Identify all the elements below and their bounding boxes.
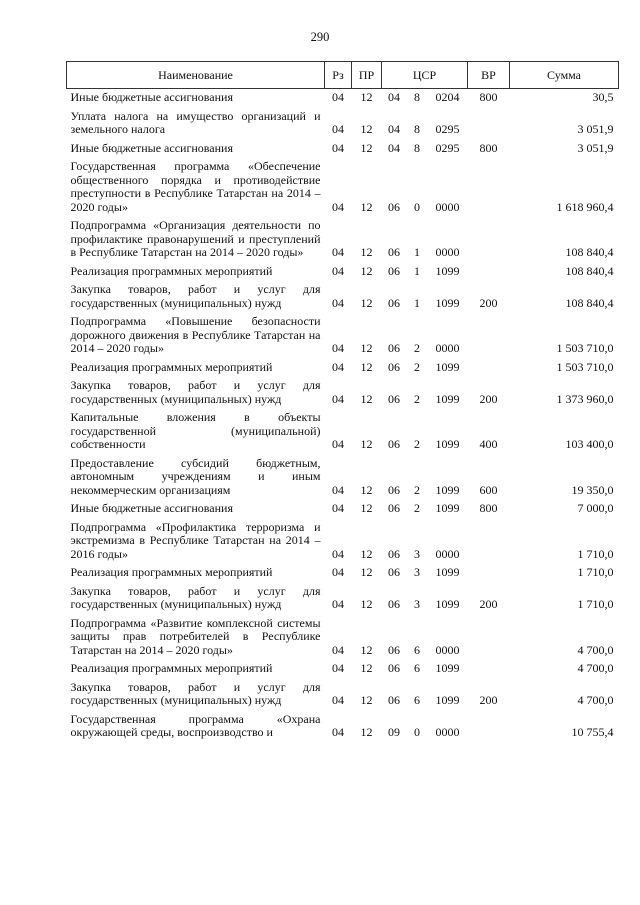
- cell-pr: 12: [360, 482, 373, 497]
- cell-csr-3: 1099: [435, 693, 460, 707]
- cell-rz: 04: [332, 693, 344, 707]
- cell-csr-2: 6: [414, 661, 420, 675]
- cell-pr: 12: [360, 437, 373, 451]
- cell-csr-1: 06: [388, 245, 400, 259]
- cell-csr-3: 1099: [435, 482, 460, 497]
- cell-csr-2: 1: [414, 245, 420, 259]
- cell-sum: 30,5: [592, 90, 614, 104]
- table-body: [67, 89, 619, 743]
- cell-rz: 04: [332, 295, 344, 310]
- cell-csr-3: 0000: [435, 642, 460, 657]
- cell-vr: 400: [479, 437, 498, 451]
- cell-vr: 200: [479, 597, 498, 611]
- cell-vr: 200: [479, 295, 498, 310]
- cell-pr: 12: [360, 199, 373, 214]
- table-row: [67, 89, 619, 108]
- cell-pr: 12: [360, 122, 373, 136]
- cell-csr-3: 0295: [435, 122, 460, 136]
- cell-csr-1: 04: [388, 90, 400, 104]
- cell-vr: [468, 660, 510, 679]
- header-rz: Рз: [325, 62, 352, 89]
- cell-rz: 04: [332, 661, 344, 675]
- cell-name: Государственная программа «Охрана окружающей среды, воспроизводство и: [70, 711, 321, 739]
- cell-csr-1: 06: [388, 391, 400, 406]
- cell-vr: [468, 711, 510, 743]
- cell-csr-3: 1099: [435, 437, 460, 451]
- header-sum: Сумма: [510, 62, 619, 89]
- cell-name: Иные бюджетные ассигнования: [70, 90, 233, 104]
- cell-csr-1: 06: [388, 597, 400, 611]
- cell-rz: 04: [332, 725, 344, 739]
- cell-name: Закупка товаров, работ и услуг для государственных (муниципальных) нужд: [70, 679, 321, 707]
- table-header: [67, 62, 619, 89]
- cell-sum: 1 503 710,0: [556, 341, 614, 355]
- cell-name: Реализация программных мероприятий: [70, 661, 273, 675]
- cell-rz: 04: [332, 122, 344, 136]
- header-name: Наименование: [67, 62, 325, 89]
- cell-rz: 04: [332, 245, 344, 259]
- cell-csr-1: 09: [388, 725, 400, 739]
- cell-csr-3: 1099: [435, 263, 460, 278]
- cell-csr-2: 3: [414, 565, 420, 579]
- cell-csr-3: 1099: [435, 597, 460, 611]
- cell-csr-2: 3: [414, 597, 420, 611]
- cell-csr-1: 06: [388, 501, 400, 515]
- cell-csr-3: 0295: [435, 140, 460, 155]
- cell-csr-2: 2: [414, 391, 420, 406]
- cell-csr-2: 2: [414, 359, 420, 374]
- cell-name: Иные бюджетные ассигнования: [70, 501, 233, 515]
- cell-name: Подпрограмма «Профилактика терроризма и экстремизма в Республике Татарстан на 2014 – 2016 годы»: [70, 519, 321, 561]
- cell-csr-3: 1099: [435, 565, 460, 579]
- table-row: [67, 108, 619, 140]
- cell-sum: 108 840,4: [565, 263, 614, 278]
- cell-name: Капитальные вложения в объекты государственной (муниципальной) собственности: [70, 410, 321, 451]
- cell-csr-1: 06: [388, 546, 400, 561]
- cell-sum: 1 710,0: [577, 565, 614, 579]
- table-row: [67, 564, 619, 583]
- cell-csr-3: 1099: [435, 295, 460, 310]
- cell-pr: 12: [360, 90, 373, 104]
- cell-csr-2: 6: [414, 693, 420, 707]
- cell-csr-1: 06: [388, 661, 400, 675]
- cell-pr: 12: [360, 501, 373, 515]
- cell-name: Закупка товаров, работ и услуг для государственных (муниципальных) нужд: [70, 583, 321, 611]
- header-pr: ПР: [352, 62, 382, 89]
- cell-sum: 1 710,0: [577, 546, 614, 561]
- cell-pr: 12: [360, 263, 373, 278]
- cell-pr: 12: [360, 642, 373, 657]
- cell-name: Предоставление субсидий бюджетным, автономным учреждениям и иным некоммерческим организациям: [70, 455, 321, 497]
- cell-sum: 3 051,9: [577, 122, 614, 136]
- cell-vr: [468, 217, 510, 263]
- table-row: [67, 519, 619, 565]
- cell-csr-2: 1: [414, 263, 420, 278]
- cell-pr: 12: [360, 245, 373, 259]
- cell-rz: 04: [332, 391, 344, 406]
- cell-name: Реализация программных мероприятий: [70, 263, 273, 278]
- cell-name: Иные бюджетные ассигнования: [70, 140, 233, 155]
- cell-vr: [468, 158, 510, 217]
- cell-name: Закупка товаров, работ и услуг для государственных (муниципальных) нужд: [70, 378, 321, 406]
- table-row: [67, 217, 619, 263]
- cell-rz: 04: [332, 359, 344, 374]
- cell-pr: 12: [360, 546, 373, 561]
- cell-csr-2: 6: [414, 642, 420, 657]
- cell-name: Уплата налога на имущество организаций и земельного налога: [70, 108, 321, 136]
- cell-csr-3: 1099: [435, 391, 460, 406]
- cell-vr: [468, 108, 510, 140]
- cell-vr: [468, 519, 510, 565]
- table-row: [67, 711, 619, 743]
- cell-sum: 1 503 710,0: [556, 359, 614, 374]
- cell-csr-2: 3: [414, 546, 420, 561]
- cell-sum: 4 700,0: [577, 642, 614, 657]
- cell-sum: 7 000,0: [577, 501, 614, 515]
- cell-csr-2: 2: [414, 482, 420, 497]
- page-number: 290: [310, 30, 330, 44]
- cell-vr: [468, 359, 510, 378]
- cell-name: Государственная программа «Обеспечение общественного порядка и противодействие преступности в Республике Татарстан на 2014 – 2020 годы»: [70, 159, 321, 214]
- cell-sum: 103 400,0: [565, 437, 614, 451]
- cell-vr: 800: [479, 140, 498, 155]
- cell-pr: 12: [360, 295, 373, 310]
- cell-vr: 800: [479, 90, 498, 104]
- table-row: [67, 455, 619, 501]
- cell-csr-1: 06: [388, 482, 400, 497]
- cell-csr-1: 06: [388, 263, 400, 278]
- cell-rz: 04: [332, 546, 344, 561]
- cell-pr: 12: [360, 391, 373, 406]
- cell-csr-1: 06: [388, 642, 400, 657]
- cell-rz: 04: [332, 501, 344, 515]
- cell-csr-3: 0204: [435, 90, 460, 104]
- cell-csr-1: 06: [388, 295, 400, 310]
- cell-rz: 04: [332, 482, 344, 497]
- cell-csr-1: 06: [388, 565, 400, 579]
- cell-name: Реализация программных мероприятий: [70, 565, 273, 579]
- cell-csr-3: 1099: [435, 359, 460, 374]
- cell-rz: 04: [332, 341, 344, 355]
- cell-sum: 19 350,0: [571, 482, 614, 497]
- header-vr: ВР: [468, 62, 510, 89]
- cell-vr: [468, 263, 510, 282]
- cell-rz: 04: [332, 263, 344, 278]
- cell-csr-3: 0000: [435, 725, 460, 739]
- cell-csr-2: 8: [414, 122, 420, 136]
- cell-csr-2: 0: [414, 725, 420, 739]
- cell-csr-2: 8: [414, 140, 420, 155]
- cell-sum: 108 840,4: [565, 245, 614, 259]
- cell-csr-1: 06: [388, 693, 400, 707]
- cell-sum: 1 710,0: [577, 597, 614, 611]
- cell-csr-3: 1099: [435, 501, 460, 515]
- cell-csr-3: 0000: [435, 546, 460, 561]
- table-row: [67, 313, 619, 359]
- cell-pr: 12: [360, 565, 373, 579]
- table-row: [67, 583, 619, 615]
- cell-sum: 1 373 960,0: [556, 391, 614, 406]
- cell-csr-2: 2: [414, 341, 420, 355]
- cell-rz: 04: [332, 90, 344, 104]
- cell-csr-3: 1099: [435, 661, 460, 675]
- cell-vr: 200: [479, 693, 498, 707]
- cell-csr-2: 8: [414, 90, 420, 104]
- cell-sum: 4 700,0: [577, 661, 614, 675]
- cell-csr-2: 1: [414, 295, 420, 310]
- cell-vr: [468, 313, 510, 359]
- cell-vr: 600: [479, 482, 498, 497]
- cell-name: Подпрограмма «Развитие комплексной системы защиты прав потребителей в Республике Татарстан на 2014 – 2020 годы»: [70, 615, 321, 657]
- cell-rz: 04: [332, 199, 344, 214]
- cell-pr: 12: [360, 341, 373, 355]
- table-row: [67, 281, 619, 313]
- cell-csr-1: 06: [388, 341, 400, 355]
- cell-csr-2: 0: [414, 199, 420, 214]
- cell-name: Подпрограмма «Организация деятельности по профилактике правонарушений и преступлений в Республике Татарстан на 2014 – 2020 годы»: [70, 218, 321, 259]
- header-csr: ЦСР: [382, 62, 468, 89]
- cell-name: Закупка товаров, работ и услуг для государственных (муниципальных) нужд: [70, 282, 321, 310]
- cell-vr: [468, 615, 510, 661]
- cell-rz: 04: [332, 597, 344, 611]
- cell-csr-3: 0000: [435, 199, 460, 214]
- cell-csr-1: 06: [388, 359, 400, 374]
- cell-pr: 12: [360, 725, 373, 739]
- cell-sum: 3 051,9: [577, 140, 614, 155]
- table-row: [67, 377, 619, 409]
- table-row: [67, 140, 619, 159]
- cell-csr-2: 2: [414, 437, 420, 451]
- cell-csr-3: 0000: [435, 341, 460, 355]
- cell-sum: 10 755,4: [571, 725, 614, 739]
- table-row: [67, 409, 619, 455]
- cell-sum: 4 700,0: [577, 693, 614, 707]
- table-row: [67, 679, 619, 711]
- cell-vr: [468, 564, 510, 583]
- cell-rz: 04: [332, 437, 344, 451]
- cell-rz: 04: [332, 140, 344, 155]
- cell-csr-1: 04: [388, 140, 400, 155]
- cell-pr: 12: [360, 597, 373, 611]
- table-row: [67, 359, 619, 378]
- cell-pr: 12: [360, 693, 373, 707]
- cell-pr: 12: [360, 359, 373, 374]
- cell-csr-3: 0000: [435, 245, 460, 259]
- cell-name: Реализация программных мероприятий: [70, 359, 273, 374]
- table-row: [67, 263, 619, 282]
- cell-vr: 200: [479, 391, 498, 406]
- cell-csr-1: 04: [388, 122, 400, 136]
- cell-rz: 04: [332, 565, 344, 579]
- cell-vr: 800: [479, 501, 498, 515]
- cell-sum: 108 840,4: [565, 295, 614, 310]
- cell-name: Подпрограмма «Повышение безопасности дорожного движения в Республике Татарстан на 2014 – 2020 годы»: [70, 314, 321, 355]
- table-row: [67, 660, 619, 679]
- cell-sum: 1 618 960,4: [556, 199, 614, 214]
- table-row: [67, 500, 619, 519]
- cell-csr-1: 06: [388, 437, 400, 451]
- cell-rz: 04: [332, 642, 344, 657]
- budget-table: [66, 61, 619, 743]
- table-row: [67, 158, 619, 217]
- cell-pr: 12: [360, 661, 373, 675]
- table-row: [67, 615, 619, 661]
- cell-csr-2: 2: [414, 501, 420, 515]
- cell-pr: 12: [360, 140, 373, 155]
- cell-csr-1: 06: [388, 199, 400, 214]
